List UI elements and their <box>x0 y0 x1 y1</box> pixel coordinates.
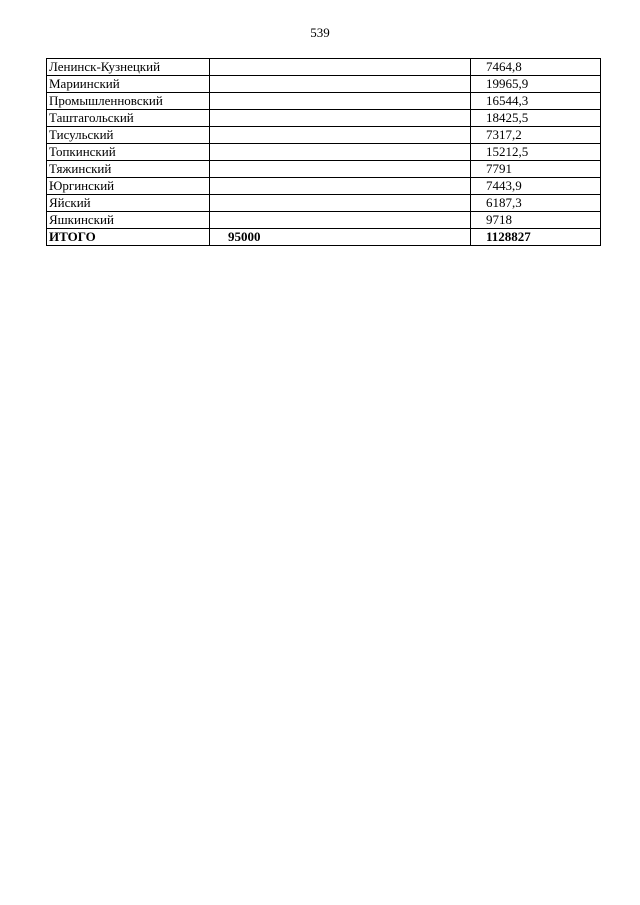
value-cell: 7443,9 <box>471 178 601 195</box>
value-cell: 18425,5 <box>471 110 601 127</box>
value-cell: 19965,9 <box>471 76 601 93</box>
total-row <box>47 229 601 246</box>
district-cell: Яйский <box>47 195 210 212</box>
district-cell: Тисульский <box>47 127 210 144</box>
value-cell: 15212,5 <box>471 144 601 161</box>
table-row <box>47 144 601 161</box>
page-number: 539 <box>310 25 330 40</box>
district-cell: Топкинский <box>47 144 210 161</box>
value-cell: 7317,2 <box>471 127 601 144</box>
total-value: 1128827 <box>471 229 601 246</box>
column2-cell <box>210 212 471 229</box>
column2-cell <box>210 161 471 178</box>
value-cell: 6187,3 <box>471 195 601 212</box>
column2-cell <box>210 144 471 161</box>
column2-cell <box>210 76 471 93</box>
district-cell: Яшкинский <box>47 212 210 229</box>
table-row <box>47 127 601 144</box>
value-cell: 9718 <box>471 212 601 229</box>
district-cell: Таштагольский <box>47 110 210 127</box>
district-cell: Промышленновский <box>47 93 210 110</box>
district-cell: Тяжинский <box>47 161 210 178</box>
value-cell: 16544,3 <box>471 93 601 110</box>
column2-cell <box>210 93 471 110</box>
value-cell: 7791 <box>471 161 601 178</box>
data-table <box>46 58 601 246</box>
table-row <box>47 110 601 127</box>
total-column2-value: 95000 <box>210 229 471 246</box>
table-row <box>47 161 601 178</box>
value-cell: 7464,8 <box>471 59 601 76</box>
column2-cell <box>210 59 471 76</box>
district-cell: Ленинск-Кузнецкий <box>47 59 210 76</box>
total-label: ИТОГО <box>47 229 210 246</box>
table-row <box>47 212 601 229</box>
table-row <box>47 195 601 212</box>
column2-cell <box>210 127 471 144</box>
table-row <box>47 76 601 93</box>
table-row <box>47 59 601 76</box>
column2-cell <box>210 178 471 195</box>
district-cell: Мариинский <box>47 76 210 93</box>
district-cell: Юргинский <box>47 178 210 195</box>
column2-cell <box>210 110 471 127</box>
table-row <box>47 93 601 110</box>
table-row <box>47 178 601 195</box>
column2-cell <box>210 195 471 212</box>
